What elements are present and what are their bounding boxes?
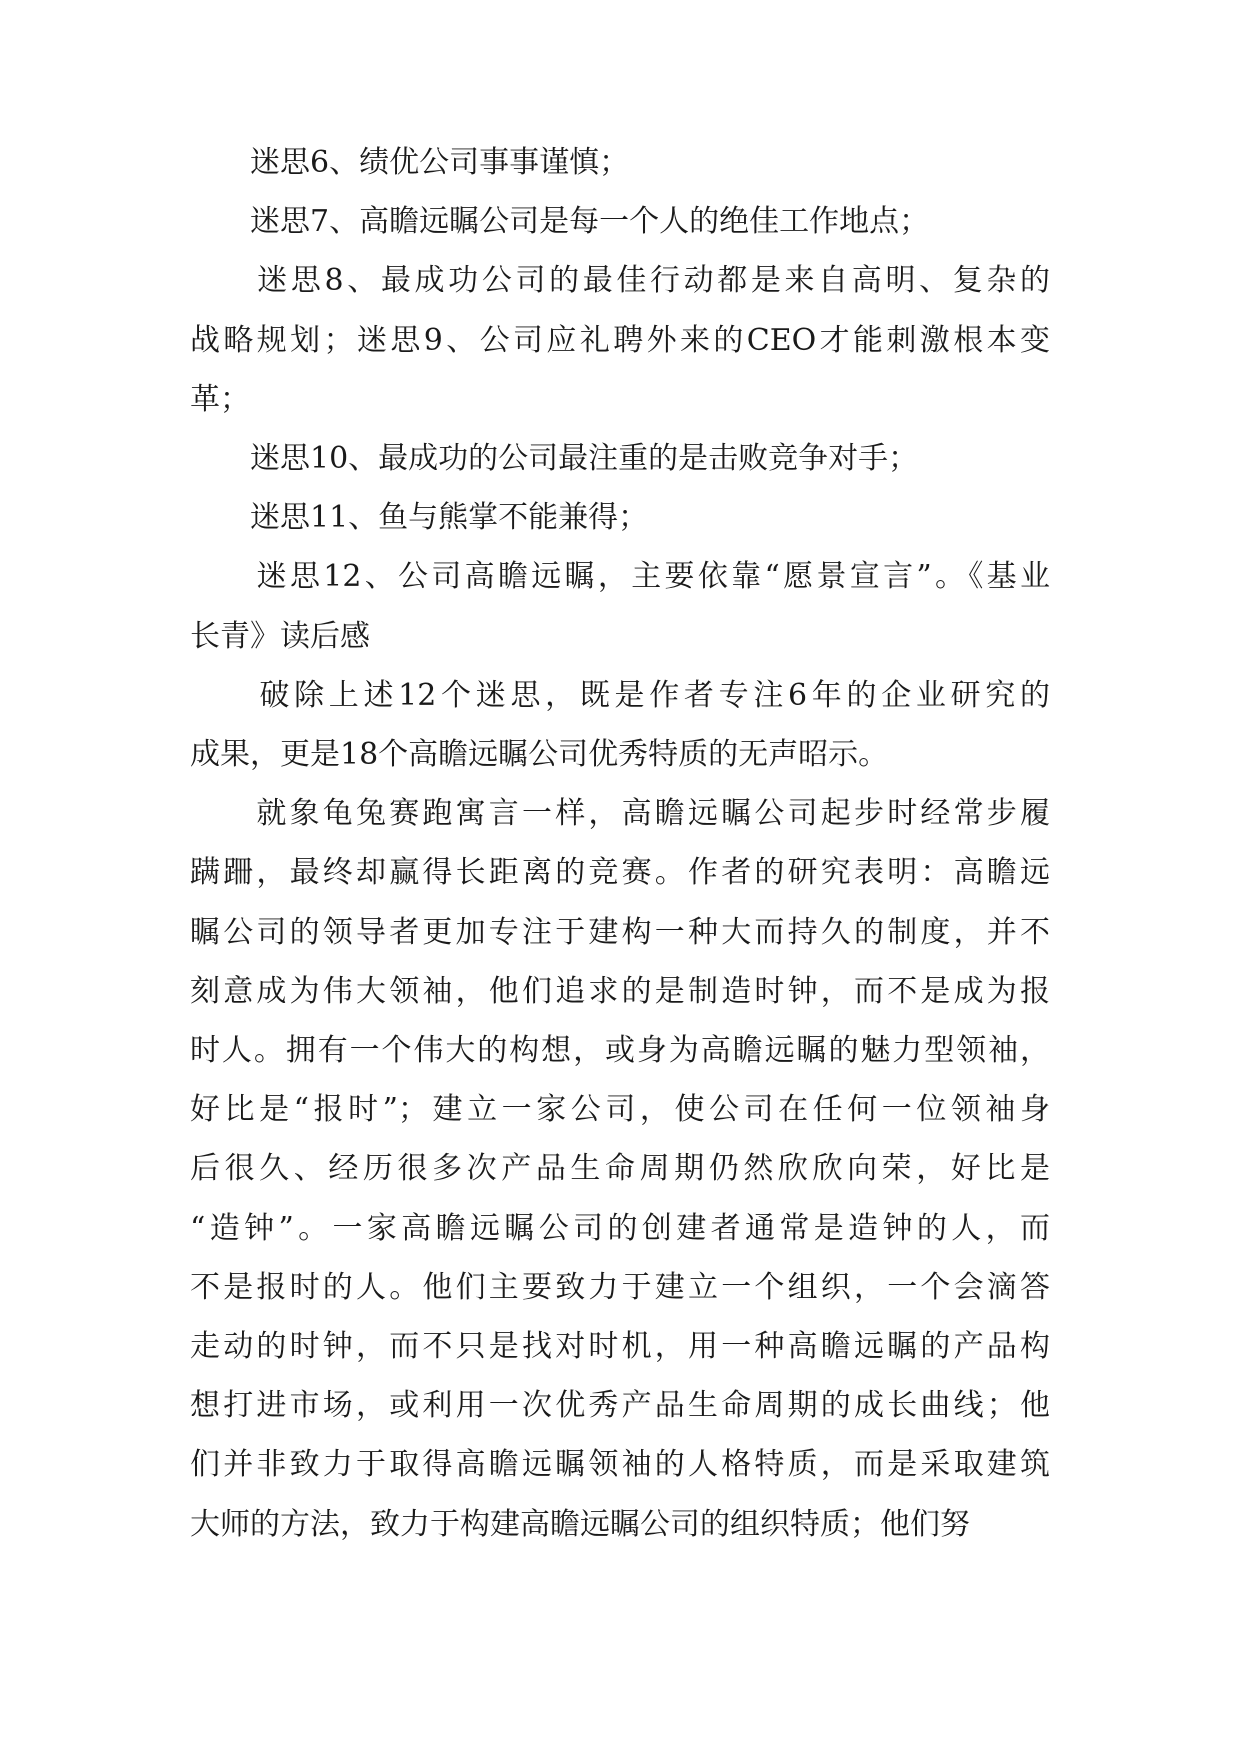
text-line: 迷思11、鱼与熊掌不能兼得； bbox=[190, 500, 649, 535]
text-line: 不是报时的人。他们主要致力于建立一个组织，一个会滴答 bbox=[190, 1270, 1050, 1305]
text-line: 大师的方法，致力于构建高瞻远瞩公司的组织特质；他们努 bbox=[190, 1507, 970, 1542]
text-line: 们并非致力于取得高瞻远瞩领袖的人格特质，而是采取建筑 bbox=[190, 1447, 1050, 1482]
text-line: 时人。拥有一个伟大的构想，或身为高瞻远瞩的魅力型领袖， bbox=[190, 1033, 1050, 1068]
text-line: 想打进市场，或利用一次优秀产品生命周期的成长曲线；他 bbox=[190, 1388, 1050, 1423]
text-line: 就象龟兔赛跑寓言一样，高瞻远瞩公司起步时经常步履 bbox=[190, 796, 1050, 831]
text-line: 瞩公司的领导者更加专注于建构一种大而持久的制度，并不 bbox=[190, 915, 1050, 950]
text-line: 迷思6、绩优公司事事谨慎； bbox=[190, 145, 630, 180]
text-line: “造钟”。一家高瞻远瞩公司的创建者通常是造钟的人，而 bbox=[190, 1211, 1050, 1246]
text-line: 长青》读后感 bbox=[190, 619, 370, 654]
text-line: 迷思7、高瞻远瞩公司是每一个人的绝佳工作地点； bbox=[190, 204, 930, 239]
text-line: 革； bbox=[190, 382, 250, 417]
text-line: 迷思8、最成功公司的最佳行动都是来自高明、复杂的 bbox=[190, 263, 1050, 298]
text-line: 蹒跚，最终却赢得长距离的竞赛。作者的研究表明：高瞻远 bbox=[190, 855, 1050, 890]
text-line: 成果，更是18个高瞻远瞩公司优秀特质的无声昭示。 bbox=[190, 737, 889, 772]
text-line: 刻意成为伟大领袖，他们追求的是制造时钟，而不是成为报 bbox=[190, 974, 1050, 1009]
text-line: 迷思10、最成功的公司最注重的是击败竞争对手； bbox=[190, 441, 919, 476]
text-line: 后很久、经历很多次产品生命周期仍然欣欣向荣，好比是 bbox=[190, 1151, 1050, 1186]
text-line: 走动的时钟，而不只是找对时机，用一种高瞻远瞩的产品构 bbox=[190, 1329, 1050, 1364]
text-line: 好比是“报时”；建立一家公司，使公司在任何一位领袖身 bbox=[190, 1092, 1050, 1127]
text-line: 破除上述12个迷思，既是作者专注6年的企业研究的 bbox=[190, 678, 1050, 713]
text-line: 战略规划；迷思9、公司应礼聘外来的CEO才能刺激根本变 bbox=[190, 323, 1050, 358]
text-line: 迷思12、公司高瞻远瞩，主要依靠“愿景宣言”。《基业 bbox=[190, 559, 1050, 594]
